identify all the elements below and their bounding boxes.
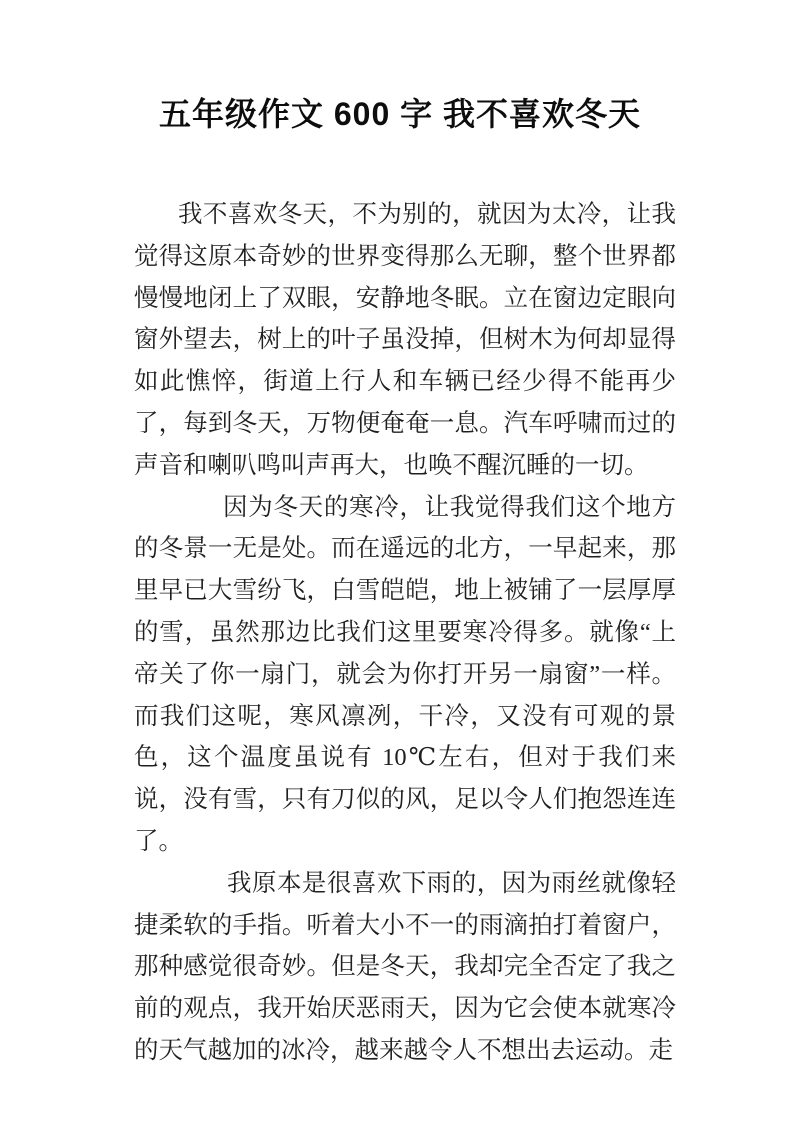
essay-title: 五年级作文 600 字 我不喜欢冬天 — [158, 96, 642, 132]
essay-paragraph-1: 我不喜欢冬天，不为别的，就因为太冷，让我觉得这原本奇妙的世界变得那么无聊，整个世界都慢慢地闭上了双眼，安静地冬眠。立在窗边定眼向窗外望去，树上的叶子虽没掉，但树木为何却显得如此憔悴，街道上行人和车辆已经少得不能再少了，每到冬天，万物便奄奄一息。汽车呼啸而过的声音和喇叭鸣叫声再大，也唤不醒沉睡的一切。 — [134, 201, 676, 479]
essay-paragraph-2: 因为冬天的寒冷，让我觉得我们这个地方的冬景一无是处。而在遥远的北方，一早起来，那里早已大雪纷飞，白雪皑皑，地上被铺了一层厚厚的雪，虽然那边比我们这里要寒冷得多。就像“上帝关了你一扇门，就会为你打开另一扇窗”一样。而我们这呢，寒风凛冽，干冷，又没有可观的景色，这个温度虽说有 10℃左右，但对于我们来说，没有雪，只有刀似的风，足以令人们抱怨连连了。 — [134, 493, 676, 855]
essay-body — [134, 194, 676, 1072]
essay-paragraph-3: 我原本是很喜欢下雨的，因为雨丝就像轻捷柔软的手指。听着大小不一的雨滴拍打着窗户，那种感觉很奇妙。但是冬天，我却完全否定了我之前的观点，我开始厌恶雨天，因为它会使本就寒冷的天气越加的冰冷，越来越令人不想出去运动。走 — [134, 869, 676, 1064]
